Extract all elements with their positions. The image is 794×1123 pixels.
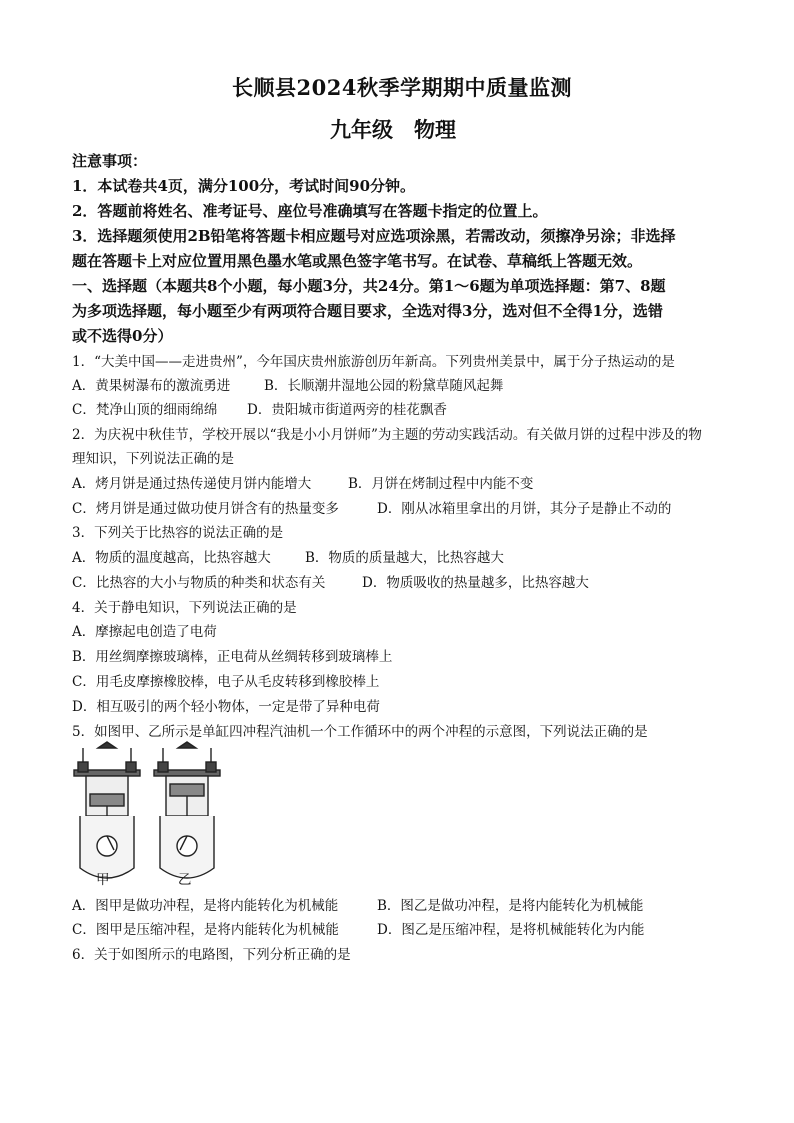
- question-stem: 4．关于静电知识，下列说法正确的是: [72, 600, 297, 616]
- option: C．梵净山顶的细雨绵绵: [72, 402, 218, 418]
- question-stem: 2．为庆祝中秋佳节，学校开展以“我是小小月饼师”为主题的劳动实践活动。有关做月饼的过程中涉及的物: [72, 427, 702, 443]
- question-stem: 5．如图甲、乙所示是单缸四冲程汽油机一个工作循环中的两个冲程的示意图，下列说法正确的是: [72, 724, 648, 740]
- option: C．烤月饼是通过做功使月饼含有的热量变多: [72, 501, 339, 517]
- section-heading: 一、选择题（本题共8个小题，每小题3分，共24分。第1～6题为单项选择题：第7、8题: [72, 277, 666, 295]
- option: B．月饼在烤制过程中内能不变: [348, 476, 534, 492]
- option: B．用丝绸摩擦玻璃棒，正电荷从丝绸转移到玻璃棒上: [72, 649, 393, 665]
- option: D．图乙是压缩冲程，是将机械能转化为内能: [377, 922, 645, 938]
- section-heading: 为多项选择题，每小题至少有两项符合题目要求，全选对得3分，选对但不全得1分，选错: [72, 302, 663, 320]
- option: B．长顺潮井湿地公园的粉黛草随风起舞: [264, 378, 504, 394]
- notice-item: 题在答题卡上对应位置用黑色墨水笔或黑色签字笔书写。在试卷、草稿纸上答题无效。: [72, 252, 643, 270]
- option: A．摩擦起电创造了电荷: [72, 624, 217, 640]
- option: C．比热容的大小与物质的种类和状态有关: [72, 575, 326, 591]
- figure-label-a: 甲: [96, 872, 110, 888]
- exam-subtitle: 九年级 物理: [330, 117, 456, 142]
- engine-diagram-figure: [72, 740, 222, 890]
- option: A．物质的温度越高，比热容越大: [72, 550, 271, 566]
- question-stem: 6．关于如图所示的电路图，下列分析正确的是: [72, 947, 351, 963]
- option: A．图甲是做功冲程，是将内能转化为机械能: [72, 898, 339, 914]
- option: A．黄果树瀑布的激流勇进: [72, 378, 231, 394]
- option: B．图乙是做功冲程，是将内能转化为机械能: [377, 898, 644, 914]
- question-stem: 1．“大美中国——走进贵州”，今年国庆贵州旅游创历年新高。下列贵州美景中，属于分子热运动的是: [72, 354, 675, 370]
- option: D．相互吸引的两个轻小物体，一定是带了异种电荷: [72, 699, 380, 715]
- option: D．贵阳城市街道两旁的桂花飘香: [247, 402, 447, 418]
- exam-title: 长顺县2024秋季学期期中质量监测: [232, 75, 572, 100]
- notice-item: 1．本试卷共4页，满分100分，考试时间90分钟。: [72, 177, 416, 195]
- question-stem: 3．下列关于比热容的说法正确的是: [72, 525, 284, 541]
- engine-diagram-b: [154, 742, 220, 878]
- option: D．物质吸收的热量越多，比热容越大: [362, 575, 589, 591]
- notice-item: 2．答题前将姓名、准考证号、座位号准确填写在答题卡指定的位置上。: [72, 202, 548, 220]
- question-stem: 理知识，下列说法正确的是: [72, 451, 234, 467]
- notice-item: 3．选择题须使用2B铅笔将答题卡相应题号对应选项涂黑，若需改动，须擦净另涂；非选择: [72, 227, 676, 245]
- option: B．物质的质量越大，比热容越大: [305, 550, 504, 566]
- figure-label-b: 乙: [178, 872, 192, 888]
- option: C．用毛皮摩擦橡胶棒，电子从毛皮转移到橡胶棒上: [72, 674, 380, 690]
- engine-diagram-a: [74, 742, 140, 878]
- notice-heading: 注意事项：: [72, 152, 148, 170]
- option: D．刚从冰箱里拿出的月饼，其分子是静止不动的: [377, 501, 672, 517]
- section-heading: 或不选得0分）: [72, 327, 173, 345]
- option: C．图甲是压缩冲程，是将内能转化为机械能: [72, 922, 339, 938]
- option: A．烤月饼是通过热传递使月饼内能增大: [72, 476, 312, 492]
